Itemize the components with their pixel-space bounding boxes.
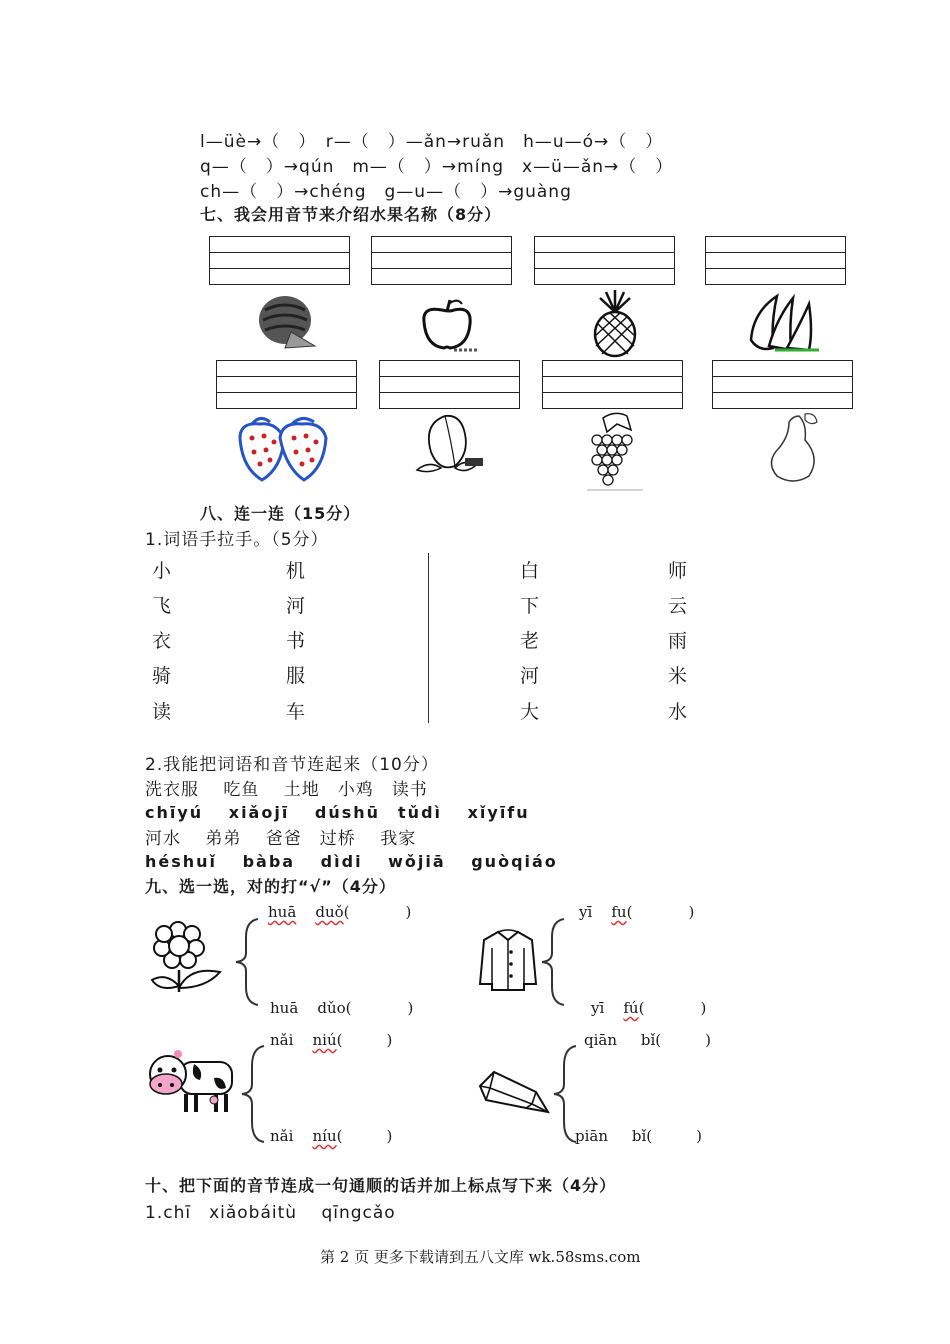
q6-line-2: q—（ ）→qún m—（ ）→míng x—ü—ǎn→（ ） <box>200 157 674 177</box>
writing-grid[interactable] <box>371 236 512 285</box>
writing-grid[interactable] <box>209 236 350 285</box>
syllable: fú <box>623 999 639 1017</box>
option-pencil-2[interactable]: piān bǐ( ) <box>575 1127 702 1145</box>
match-char[interactable]: 车 <box>286 701 306 723</box>
match-char[interactable]: 老 <box>520 630 540 652</box>
match-char[interactable]: 米 <box>668 665 688 687</box>
banana-icon <box>747 292 821 356</box>
match-char[interactable]: 飞 <box>152 595 172 617</box>
q6-line-1: l—üè→（ ） r—（ ）—ǎn→ruǎn h—u—ó→（ ） <box>200 132 664 152</box>
match-char[interactable]: 河 <box>286 595 306 617</box>
words-row-2: 河水 弟弟 爸爸 过桥 我家 <box>145 829 417 849</box>
match-char[interactable]: 书 <box>286 630 306 652</box>
option-pencil-1[interactable]: qiān bǐ( ) <box>584 1031 711 1049</box>
q6-line-3: ch—（ ）→chéng g—u—（ ）→guàng <box>200 182 572 202</box>
bracket-icon <box>234 917 264 1007</box>
match-char[interactable]: 小 <box>152 560 172 582</box>
syllable: nǎi <box>270 1031 294 1049</box>
pencil-icon <box>476 1064 552 1120</box>
syllable: bǐ <box>631 1127 647 1145</box>
match-char[interactable]: 骑 <box>152 665 172 687</box>
column-divider <box>428 553 429 723</box>
cow-icon <box>146 1048 238 1120</box>
syllable: yī <box>591 999 605 1017</box>
pinyin-row-2: héshuǐ bàba dìdi wǒjiā guòqiáo <box>145 852 558 871</box>
syllable: fu <box>611 903 627 921</box>
match-char[interactable]: 雨 <box>668 630 688 652</box>
q10-title: 十、把下面的音节连成一句通顺的话并加上标点写下来（4分） <box>145 1176 617 1195</box>
page-footer: 第 2 页 更多下载请到五八文库 wk.58sms.com <box>320 1248 641 1266</box>
match-char[interactable]: 云 <box>668 595 688 617</box>
writing-grid[interactable] <box>216 360 357 409</box>
option-flower-2[interactable]: huā dǔo( ) <box>270 999 414 1017</box>
apple-icon <box>414 298 480 356</box>
syllable: dǔo <box>317 999 346 1017</box>
match-char[interactable]: 白 <box>520 560 540 582</box>
writing-grid[interactable] <box>542 360 683 409</box>
match-char[interactable]: 机 <box>286 560 306 582</box>
writing-grid[interactable] <box>379 360 520 409</box>
peach-icon <box>415 412 489 478</box>
bracket-icon <box>540 917 570 1007</box>
watermelon-icon <box>255 292 317 352</box>
writing-grid[interactable] <box>705 236 846 285</box>
option-cow-2[interactable]: nǎi níu( ) <box>270 1127 393 1145</box>
syllable: bǐ <box>640 1031 656 1049</box>
match-char[interactable]: 河 <box>520 665 540 687</box>
q9-title: 九、选一选，对的打“√”（4分） <box>145 877 396 896</box>
syllable: huā <box>270 999 299 1017</box>
syllable: piān <box>575 1127 609 1145</box>
syllable: níu <box>312 1127 337 1145</box>
pineapple-icon <box>588 290 642 358</box>
flower-icon <box>150 922 226 994</box>
writing-grid[interactable] <box>712 360 853 409</box>
syllable: nǎi <box>270 1127 294 1145</box>
syllable: niú <box>312 1031 337 1049</box>
q7-title: 七、我会用音节来介绍水果名称（8分） <box>200 205 502 224</box>
coat-icon <box>478 928 538 992</box>
q10-line-1: 1.chī xiǎobáitù qīngcǎo <box>145 1203 396 1223</box>
match-char[interactable]: 衣 <box>152 630 172 652</box>
syllable: huā <box>268 903 297 921</box>
syllable: duǒ <box>315 903 344 921</box>
match-char[interactable]: 师 <box>668 560 688 582</box>
words-row-1: 洗衣服 吃鱼 土地 小鸡 读书 <box>145 780 428 800</box>
option-cow-1[interactable]: nǎi niú( ) <box>270 1031 393 1049</box>
strawberry-icon <box>236 414 332 484</box>
q8-part2-title: 2.我能把词语和音节连起来（10分） <box>145 755 439 775</box>
option-flower-1[interactable]: huā duǒ( ) <box>268 903 412 921</box>
syllable: qiān <box>584 1031 618 1049</box>
match-char[interactable]: 大 <box>520 701 540 723</box>
pinyin-row-1: chīyú xiǎojī dúshū tǔdì xǐyīfu <box>145 803 530 822</box>
bracket-icon <box>240 1044 270 1144</box>
grape-icon <box>583 410 647 492</box>
match-char[interactable]: 水 <box>668 701 688 723</box>
match-char[interactable]: 下 <box>520 595 540 617</box>
match-char[interactable]: 读 <box>152 701 172 723</box>
match-char[interactable]: 服 <box>286 665 306 687</box>
option-coat-1[interactable]: yī fu( ) <box>579 903 695 921</box>
q8-title: 八、连一连（15分） <box>200 504 361 523</box>
q8-part1-title: 1.词语手拉手。（5分） <box>145 530 329 550</box>
pear-icon <box>765 410 825 486</box>
writing-grid[interactable] <box>534 236 675 285</box>
option-coat-2[interactable]: yī fú( ) <box>591 999 707 1017</box>
syllable: yī <box>579 903 593 921</box>
